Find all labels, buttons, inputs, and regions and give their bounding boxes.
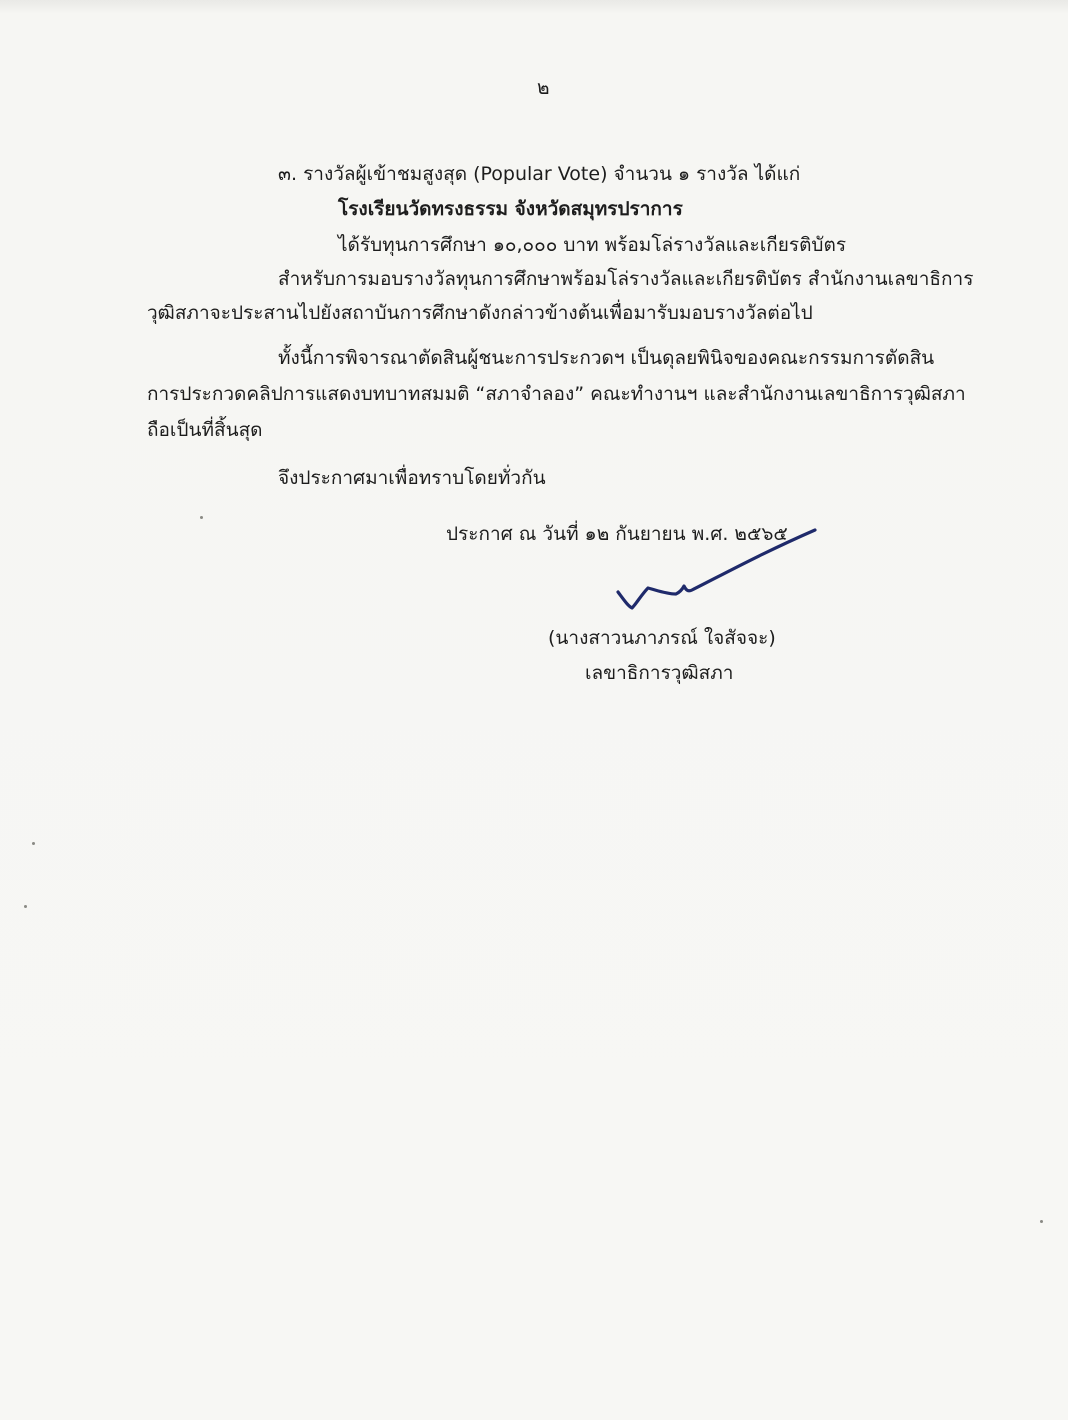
signatory-name: (นางสาวนภาภรณ์ ใจสัจจะ) — [548, 627, 776, 649]
paper-speck — [200, 516, 203, 519]
delivery-paragraph-line-2: วุฒิสภาจะประสานไปยังสถาบันการศึกษาดังกล่าวข้างต้นเพื่อมารับมอบรางวัลต่อไป — [147, 302, 813, 324]
paper-speck — [32, 842, 35, 845]
signatory-position: เลขาธิการวุฒิสภา — [585, 662, 734, 684]
award-heading: ๓. รางวัลผู้เข้าชมสูงสุด (Popular Vote) จำนวน ๑ รางวัล ได้แก่ — [278, 163, 801, 185]
paper-speck — [24, 905, 27, 908]
decision-paragraph-line-1: ทั้งนี้การพิจารณาตัดสินผู้ชนะการประกวดฯ เป็นดุลยพินิจของคณะกรรมการตัดสิน — [278, 347, 935, 369]
decision-paragraph-line-3: ถือเป็นที่สิ้นสุด — [147, 419, 263, 441]
decision-paragraph-line-2: การประกวดคลิปการแสดงบทบาทสมมติ “สภาจำลอง” คณะทำงานฯ และสำนักงานเลขาธิการวุฒิสภา — [147, 383, 966, 405]
paper-speck — [1040, 1220, 1043, 1223]
closing-statement: จึงประกาศมาเพื่อทราบโดยทั่วกัน — [278, 467, 546, 489]
award-prize: ได้รับทุนการศึกษา ๑๐,๐๐๐ บาท พร้อมโล่รางวัลและเกียรติบัตร — [338, 234, 847, 256]
delivery-paragraph-line-1: สำหรับการมอบรางวัลทุนการศึกษาพร้อมโล่รางวัลและเกียรติบัตร สำนักงานเลขาธิการ — [278, 268, 974, 290]
page-number: ๒ — [537, 77, 550, 99]
signature-icon — [600, 520, 860, 620]
award-winner: โรงเรียนวัดทรงธรรม จังหวัดสมุทรปราการ — [338, 198, 683, 220]
announcement-date: ประกาศ ณ วันที่ ๑๒ กันยายน พ.ศ. ๒๕๖๕ — [446, 523, 788, 545]
